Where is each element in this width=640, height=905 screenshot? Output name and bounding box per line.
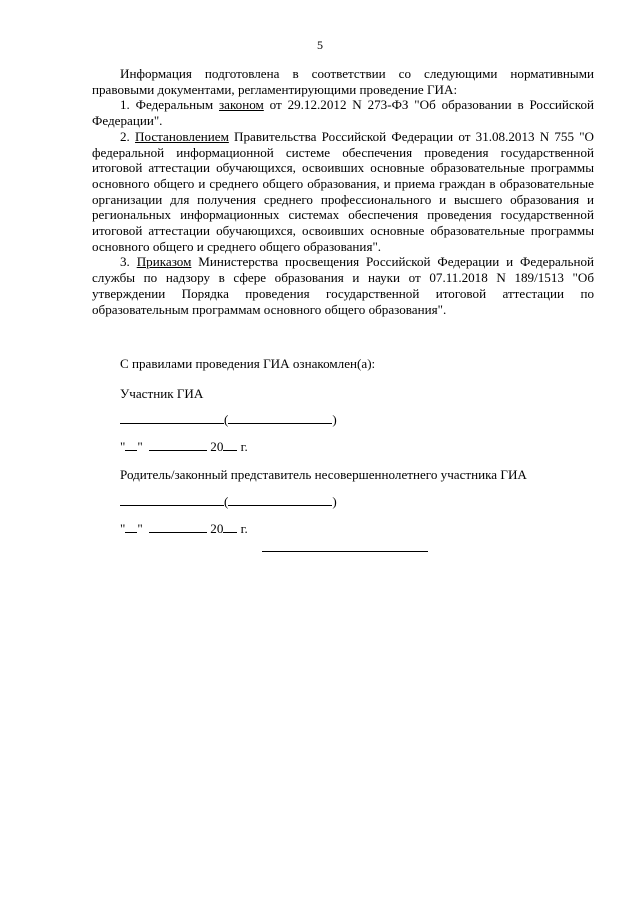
item-3-text: Министерства просвещения Российской Федерации и Федеральной службы по надзору в сфере образования и науки от 07.11.2018 N 189/1513 "Об утверждении Порядка проведения государственной итоговой аттестации по образовательным программам основного общего образования". xyxy=(92,254,595,317)
item-2-prefix: 2. xyxy=(120,128,136,144)
item-2-text: Правительства Российской Федерации от 31.08.2013 N 755 "О федеральной информационной системе обеспечения проведения государственной итоговой аттестации обучающихся, освоивших основные образовательные программы основного общего и среднего общего образования, и приема граждан в образовательные организации для получения среднего профессионального и высшего образования и региональных информационных системах обеспечения проведения государственной итоговой аттестации обучающихся, освоивших основные образовательные программы основного общего и среднего общего образования". xyxy=(92,128,595,254)
end-of-document-rule xyxy=(262,551,428,552)
guardian-month-blank[interactable] xyxy=(149,520,207,533)
guardian-name-blank[interactable] xyxy=(228,493,332,506)
participant-year-suffix: г. xyxy=(237,439,248,454)
guardian-signature-row xyxy=(120,493,337,510)
guardian-date-row xyxy=(120,520,248,537)
guardian-label: Родитель/законный представитель несовершеннолетнего участника ГИА xyxy=(120,467,527,482)
participant-year-prefix: 20 xyxy=(210,439,224,454)
participant-year-blank[interactable] xyxy=(223,438,237,451)
guardian-year-suffix: г. xyxy=(237,521,248,536)
guardian-open-paren: ( xyxy=(224,494,229,509)
list-item-3 xyxy=(92,254,594,317)
participant-label: Участник ГИА xyxy=(120,386,204,401)
guardian-year-prefix: 20 xyxy=(210,521,224,536)
list-item-1 xyxy=(92,97,594,128)
list-item-2 xyxy=(92,129,594,255)
participant-day-blank[interactable] xyxy=(125,438,137,451)
body-text xyxy=(92,66,594,317)
item-1-prefix: 1. Федеральным xyxy=(120,97,219,113)
page-number: 5 xyxy=(317,38,323,52)
guardian-year-blank[interactable] xyxy=(223,520,237,533)
participant-month-blank[interactable] xyxy=(149,438,207,451)
participant-close-paren: ) xyxy=(332,412,337,427)
item-1-text: от 29.12.2012 N 273-ФЗ "Об образовании в Российской Федерации". xyxy=(92,97,594,129)
participant-quote-open: " xyxy=(120,439,126,454)
law-link[interactable]: законом xyxy=(219,97,264,113)
item-3-prefix: 3. xyxy=(120,254,137,270)
participant-open-paren: ( xyxy=(224,412,229,427)
order-link[interactable]: Приказом xyxy=(136,254,192,270)
guardian-signature-blank[interactable] xyxy=(120,493,224,506)
acknowledgement-text: С правилами проведения ГИА ознакомлен(а): xyxy=(120,356,376,371)
guardian-day-blank[interactable] xyxy=(125,520,137,533)
resolution-link[interactable]: Постановлением xyxy=(135,128,229,144)
guardian-quote-open: " xyxy=(120,521,126,536)
participant-signature-blank[interactable] xyxy=(120,411,224,424)
participant-name-blank[interactable] xyxy=(228,411,332,424)
guardian-quote-close: " xyxy=(137,521,143,536)
participant-date-row xyxy=(120,438,248,455)
participant-signature-row xyxy=(120,411,337,428)
participant-quote-close: " xyxy=(137,439,143,454)
guardian-close-paren: ) xyxy=(332,494,337,509)
intro-paragraph: Информация подготовлена в соответствии со следующими нормативными правовыми документами, регламентирующими проведение ГИА: xyxy=(92,66,594,97)
